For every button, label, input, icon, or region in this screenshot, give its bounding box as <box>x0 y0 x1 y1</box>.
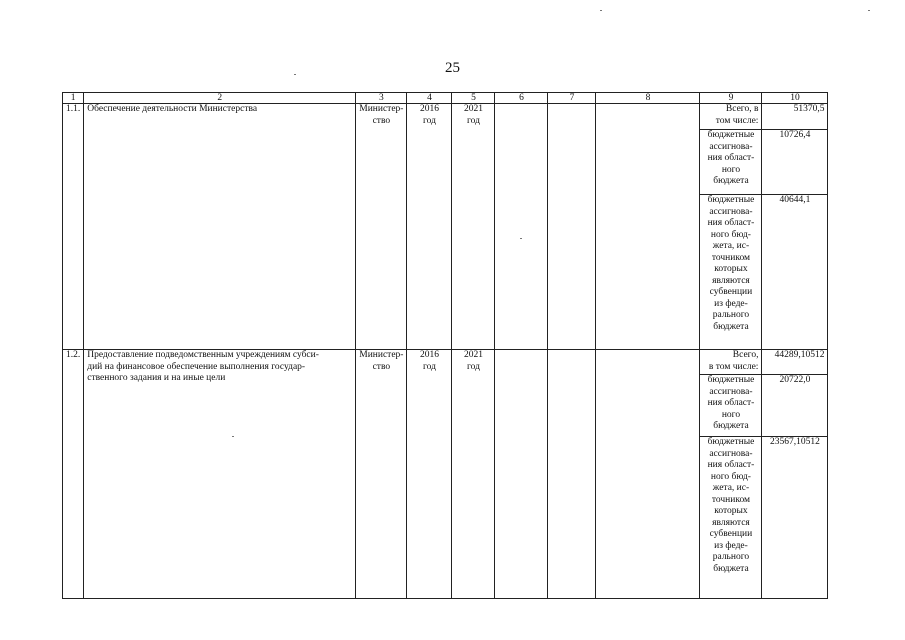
column-header: 1 <box>63 93 84 104</box>
measures-table <box>62 92 828 599</box>
table-row <box>63 350 828 375</box>
empty-cell <box>495 104 548 350</box>
column-number-row <box>63 93 828 104</box>
executor-cell: Министер- ство <box>356 350 407 599</box>
empty-cell <box>495 350 548 599</box>
scan-speck <box>600 10 602 11</box>
start-year-cell: 2016 год <box>407 350 452 599</box>
funding-source-label: бюджетные ассигнова- ния област- ного бюджета <box>700 130 762 195</box>
column-header: 10 <box>762 93 828 104</box>
funding-source-label: бюджетные ассигнова- ния област- ного бюджета <box>700 375 762 437</box>
scan-speck <box>232 436 234 437</box>
column-header: 2 <box>84 93 356 104</box>
measure-name: Предоставление подведомственным учреждениям субси- дий на финансовое обеспечение выполнения государ- ственного задания и на иные цели <box>84 350 356 599</box>
empty-cell <box>548 350 596 599</box>
empty-cell <box>596 104 700 350</box>
column-header: 4 <box>407 93 452 104</box>
row-number: 1.2. <box>63 350 84 599</box>
funding-amount: 44289,10512 <box>762 350 828 375</box>
funding-source-label: Всего, в том числе: <box>700 104 762 130</box>
funding-amount: 51370,5 <box>762 104 828 130</box>
funding-source-label: бюджетные ассигнова- ния област- ного бюд- жета, ис- точником которых являются субвенции из феде- рального бюджета <box>700 195 762 350</box>
column-header: 7 <box>548 93 596 104</box>
table-row <box>63 104 828 130</box>
scan-speck <box>868 10 870 11</box>
empty-cell <box>548 104 596 350</box>
scan-speck <box>520 238 522 239</box>
scan-speck <box>294 74 296 75</box>
start-year-cell: 2016 год <box>407 104 452 350</box>
funding-amount: 23567,10512 <box>762 437 828 599</box>
funding-amount: 40644,1 <box>762 195 828 350</box>
empty-cell <box>596 350 700 599</box>
end-year-cell: 2021 год <box>452 350 495 599</box>
page-number: 25 <box>445 60 460 76</box>
funding-amount: 20722,0 <box>762 375 828 437</box>
measure-name: Обеспечение деятельности Министерства <box>84 104 356 350</box>
column-header: 9 <box>700 93 762 104</box>
column-header: 6 <box>495 93 548 104</box>
funding-source-label: бюджетные ассигнова- ния област- ного бюд- жета, ис- точником которых являются субвенции из феде- рального бюджета <box>700 437 762 599</box>
column-header: 5 <box>452 93 495 104</box>
end-year-cell: 2021 год <box>452 104 495 350</box>
column-header: 8 <box>596 93 700 104</box>
column-header: 3 <box>356 93 407 104</box>
funding-amount: 10726,4 <box>762 130 828 195</box>
funding-source-label: Всего, в том числе: <box>700 350 762 375</box>
executor-cell: Министер- ство <box>356 104 407 350</box>
row-number: 1.1. <box>63 104 84 350</box>
